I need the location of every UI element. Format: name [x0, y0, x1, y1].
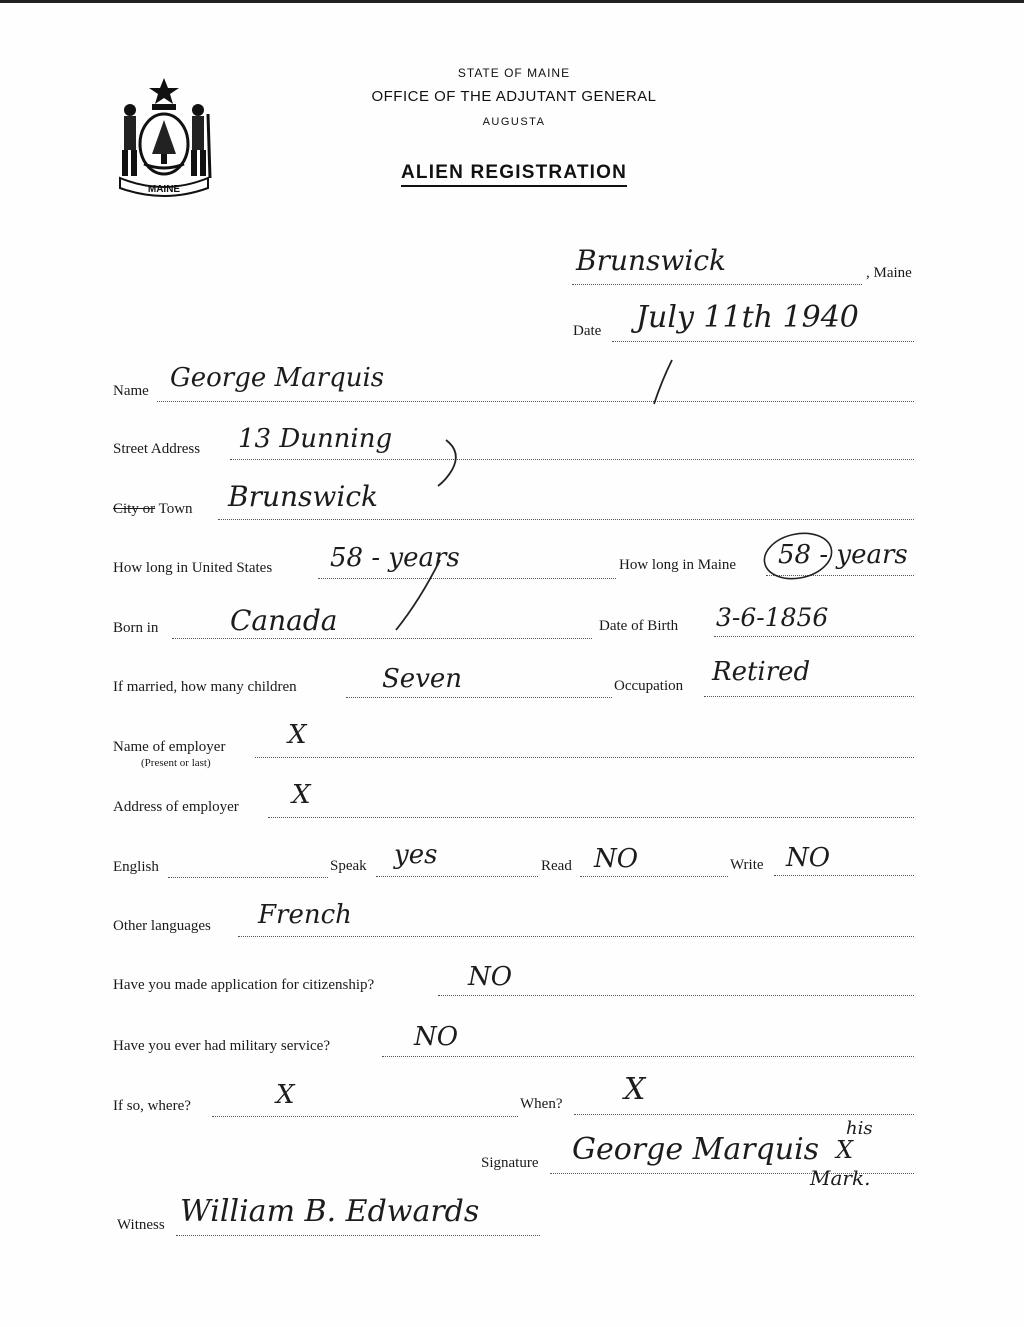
read-value: NO [594, 844, 639, 874]
employer-name-value: X [288, 720, 307, 750]
other-languages-line [238, 936, 914, 937]
other-languages-label: Other languages [113, 918, 211, 934]
maine-duration-value: 58 - years [778, 540, 908, 570]
signature-mark-bottom: Mark. [810, 1166, 871, 1190]
military-value: NO [414, 1022, 459, 1052]
read-line [580, 876, 728, 877]
dob-line [714, 636, 914, 637]
maine-duration-line [766, 575, 914, 576]
seal-label: MAINE [147, 184, 181, 195]
citizenship-value: NO [468, 962, 513, 992]
date-label: Date [573, 323, 602, 339]
when-label: When? [520, 1096, 563, 1112]
employer-address-line [268, 817, 914, 818]
town-label-struck: City or [113, 501, 156, 517]
when-value: X [624, 1072, 646, 1107]
header-city: AUGUSTA [482, 116, 546, 128]
speak-line [376, 876, 538, 877]
write-value: NO [786, 843, 831, 873]
where-line [212, 1116, 518, 1117]
born-in-value: Canada [230, 604, 338, 637]
children-line [346, 697, 612, 698]
place-suffix: , Maine [866, 265, 912, 281]
children-label: If married, how many children [113, 679, 297, 695]
speak-label: Speak [330, 858, 367, 874]
military-line [382, 1056, 914, 1057]
other-languages-value: French [258, 900, 352, 930]
read-label: Read [541, 858, 572, 874]
where-label: If so, where? [113, 1098, 191, 1114]
occupation-value: Retired [712, 657, 811, 687]
town-value: Brunswick [228, 480, 378, 513]
employer-name-line [255, 757, 914, 758]
employer-name-sublabel: (Present or last) [141, 757, 211, 769]
witness-line [176, 1235, 540, 1236]
street-value: 13 Dunning [238, 424, 393, 454]
citizenship-label: Have you made application for citizenship? [113, 977, 375, 993]
us-duration-line [318, 578, 616, 579]
street-label: Street Address [113, 441, 201, 457]
english-label: English [113, 859, 159, 875]
occupation-label: Occupation [614, 678, 684, 694]
name-value: George Marquis [170, 363, 385, 393]
form-title [334, 162, 694, 187]
town-line [218, 519, 914, 520]
maine-duration-label: How long in Maine [619, 557, 737, 573]
english-line [168, 877, 328, 878]
place-line [572, 284, 862, 285]
employer-address-value: X [292, 780, 311, 810]
when-line [574, 1114, 914, 1115]
form-title-text: ALIEN REGISTRATION [401, 162, 627, 187]
signature-value: George Marquis [572, 1132, 820, 1167]
town-label-group [113, 501, 193, 518]
employer-name-label: Name of employer [113, 739, 226, 755]
signature-label: Signature [481, 1155, 539, 1171]
write-label: Write [730, 857, 764, 873]
born-in-label: Born in [113, 620, 159, 636]
name-label: Name [113, 383, 149, 399]
maine-seal-icon [112, 74, 216, 200]
date-line [612, 341, 914, 342]
town-label: Town [158, 501, 193, 517]
dob-label: Date of Birth [599, 618, 679, 634]
write-line [774, 875, 914, 876]
dob-value: 3-6-1856 [716, 603, 829, 632]
top-border [0, 0, 1024, 3]
witness-label: Witness [117, 1217, 165, 1233]
citizenship-line [438, 995, 914, 996]
where-value: X [276, 1080, 295, 1110]
born-in-line [172, 638, 592, 639]
street-line [230, 459, 914, 460]
us-duration-label: How long in United States [113, 560, 273, 576]
children-value: Seven [382, 664, 463, 694]
signature-mark-x: X [836, 1136, 854, 1164]
us-duration-value: 58 - years [330, 543, 460, 573]
signature-mark-top: his [846, 1118, 873, 1139]
employer-address-label: Address of employer [113, 799, 239, 815]
military-label: Have you ever had military service? [113, 1038, 330, 1054]
speak-value: yes [394, 840, 438, 870]
header-state: STATE OF MAINE [457, 66, 571, 80]
header-office: OFFICE OF THE ADJUTANT GENERAL [371, 88, 657, 105]
place-value: Brunswick [576, 244, 726, 277]
name-line [157, 401, 914, 402]
date-value: July 11th 1940 [636, 300, 859, 335]
occupation-line [704, 696, 914, 697]
witness-value: William B. Edwards [180, 1194, 480, 1229]
